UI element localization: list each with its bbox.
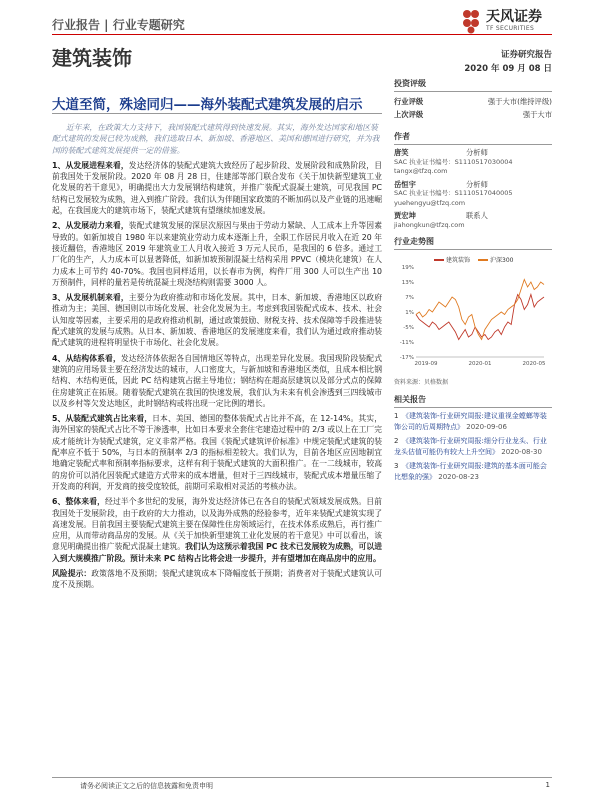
related-num: 2 (394, 437, 399, 445)
related-num: 1 (394, 412, 399, 420)
trend-title: 行业走势图 (394, 236, 552, 250)
author-entry (394, 211, 552, 230)
logo-cn: 天风证券 (486, 9, 542, 25)
author-name: 唐笑 (394, 148, 409, 157)
trend-chart-svg (394, 253, 552, 375)
related-link[interactable]: 《建筑装饰-行业研究周报:细分行业龙头、行业龙头估值可能仍有较大上升空间》 (394, 437, 547, 456)
legend-swatch-1 (478, 259, 488, 261)
author-email[interactable]: yuehengyu@tfzq.com (394, 198, 466, 207)
section-5 (52, 413, 382, 492)
legend-item (434, 255, 470, 264)
section-1 (52, 160, 382, 216)
section-body: 主要分为政府推动和市场化发展。其中，日本、新加坡、香港地区以政府推动为主；美国、德国则以市场化发展、社会化发展为主。考虑到我国装配式成本、技术、社会认知度等因素，主要采用的是政府推动机制，通过政策鼓励、财税支持、技术保障等手段推进装配式建筑的发展与成熟。从日本、新加坡、香港地区的发展速度来看，我们认为通过政府推动装配式建筑的进程将明显快于市场化、社会化发展。 (52, 293, 382, 348)
rating-key: 行业评级 (394, 96, 424, 106)
author-entry (394, 148, 552, 177)
section-body: 经过半个多世纪的发展，海外发达经济体已在各自的装配式领域发展成熟。目前我国处于发展阶段，由于政府的大力推动，以及海外成熟的经验参考，近年来装配式建筑实现了高速发展。目前我国主要装配式建筑主要在保障性住房领域运行，在技术体系成熟后，再行推广应用，从而带动商品房的发展。从《关于加快新型建筑工业化发展的若干意见》中可以看出，该意见明确提出推广装配式混凝土建筑。 (52, 497, 382, 552)
author-email[interactable]: jiahongkun@tfzq.com (394, 220, 465, 229)
y-tick-label: 7% (405, 295, 414, 301)
related-item[interactable] (394, 411, 552, 432)
footer-divider (52, 777, 552, 778)
legend-item (478, 255, 513, 264)
legend-label: 建筑装饰 (446, 257, 471, 264)
report-type: 证券研究报告 (500, 50, 552, 60)
logo-mark-icon (460, 8, 482, 34)
authors-title: 作者 (394, 131, 552, 145)
section-body: 日本、美国、德国的整体装配式占比并不高，在 12-14%。其实，海外国家的装配式占比不等于渗透率，比如日本要求全套住宅建造过程中的 2/3 或以上在工厂完成才能统计为装配式建筑，定义非常严格。我国《装配式建筑评价标准》中规定装配式建筑的装配率应不低于 50%，与日本的预制率 2/3 的指标相差较大。我们认为，目前各地区应因地制宜地确定装配式率和预制率指标要求，这样有利于装配式建筑的大面积推广。在一二线城市，较高的房价可以消化因装配式建造方式带来的成本增量，但对于三四线城市，装配式成本增量压缩了开发商的利润，开发商的接受度较低，前期可采取相对灵活的考核办法。 (52, 414, 382, 491)
header-divider (52, 34, 552, 35)
rating-row (394, 108, 552, 121)
sidebar (394, 78, 552, 486)
author-entry (394, 180, 552, 209)
chart-legend (434, 255, 513, 264)
section-heading: 1、从发展进程来看， (52, 160, 129, 170)
breadcrumb: 行业报告 | 行业专题研究 (52, 18, 185, 32)
legend-swatch-0 (434, 259, 444, 261)
series-line-0 (416, 295, 544, 340)
report-date: 2020 年 09 月 08 日 (464, 64, 552, 74)
rating-value: 强于大市 (522, 109, 552, 119)
section-6 (52, 496, 382, 564)
section-body: 发达经济体的装配式建筑大致经历了起步阶段、发展阶段和成熟阶段，目前我国处于发展阶段。2020 年 08 月 28 日，住建部等部门联合发布《关于加快新型建筑工业化发展的若干意见》，明确提出大力发展钢结构建筑，并推广装配式混凝土建筑，可见我国 PC 结构已发展较为成熟，进入到推广阶段。我们认为伴随国家政策的不断加码以及产业链的迅速崛起，在我国庞大的建筑市场下，装配式建筑有望继续加速发展。 (52, 160, 382, 216)
section-body: 发达经济体依据各自国情地区等特点，出现差异化发展。我国现阶段装配式建筑的应用场景主要在经济发达的城市，人口密度大，与新加坡和香港地区类似，且成本相比钢结构、木结构更低，因此 PC 结构建筑占据主导地位；钢结构在超高层建筑以及部分式点的保障住房建筑正在拓展。随着装配式建筑在我国的快速发展，我们认为未来有机会渗透到三四线城市以及乡村等欠发达地区，此时钢结构或将出现一定比例的增长。 (52, 353, 382, 408)
trend-block (394, 236, 552, 386)
section-heading: 5、从装配式建筑占比来看， (52, 414, 153, 424)
author-email[interactable]: tangx@tfzq.com (394, 167, 448, 175)
section-heading: 4、从结构体系看， (52, 353, 121, 363)
x-tick-label: 2019-09 (414, 361, 438, 367)
trend-chart (394, 253, 552, 375)
related-date: 2020-09-06 (466, 422, 507, 431)
y-tick-label: -5% (403, 325, 414, 331)
author-role: 分析师 (466, 179, 488, 189)
y-tick-label: -11% (399, 340, 414, 346)
section-2 (52, 220, 382, 288)
top-bar (52, 9, 552, 36)
section-3 (52, 292, 382, 348)
y-tick-label: 13% (401, 280, 414, 286)
related-title: 相关报告 (394, 394, 552, 408)
abstract: 近年来，在政策大力支持下，我国装配式建筑得到快速发展。其实，海外发达国家和地区装配式建筑的发展已较为成熟，我们选取日本、新加坡、香港地区、美国和德国进行研究，并为我国的装配式建筑发展提供一定的借鉴。 (52, 123, 380, 155)
page-number: 1 (545, 781, 550, 789)
main-body (52, 122, 382, 595)
x-tick-label: 2020-01 (468, 361, 492, 367)
risk-label: 风险提示： (52, 568, 92, 578)
title-divider (52, 113, 382, 114)
legend-label: 沪深300 (490, 257, 514, 264)
author-cert: SAC 执业证书编号：S1110517030004 (394, 157, 513, 166)
chart-source: 资料来源：贝格数据 (394, 379, 449, 386)
report-title: 大道至简，殊途同归——海外装配式建筑发展的启示 (52, 97, 363, 113)
section-emphasis: 我们认为这预示着我国 PC 技术已发展较为成熟，可以进入到大规模推广阶段。预计未来 PC 结构占比将会进一步提升，并有望增加在商品房中的应用。 (52, 542, 383, 563)
section-heading: 6、整体来看， (52, 497, 106, 507)
author-name: 贾宏坤 (394, 211, 416, 220)
related-date: 2020-08-23 (438, 472, 479, 481)
footer-disclaimer: 请务必阅读正文之后的信息披露和免责申明 (80, 782, 213, 790)
related-link[interactable]: 《建筑装饰-行业研究周报:建议重视金螳螂等装饰公司的后周期特点》 (394, 412, 547, 431)
related-date: 2020-08-30 (501, 447, 542, 456)
y-tick-label: 19% (401, 265, 414, 271)
authors-block (394, 131, 552, 230)
section-body: 装配式建筑发展的深层次原因与果由于劳动力紧缺、人工成本上升等因素导致的。如新加坡自 1980 年以来建筑业劳动力成本逐渐上升，全职工作居民月收入在近 20 年接近翻倍，香港地区 2019 年建筑业工人月收入接近 3 万元人民币，是我国的 6 倍多。通过工厂化的生产，人力成本可以显著降低，如新加坡预制混凝土结构采用 PPVC（模块化建筑）在人力成本上可节约 40-70%。我国也同样适用，以长春市为例，构件厂用 300 人可以生产出 10 万预制件，同样的量若是传统混凝土现浇结构则需要 3000 人。 (52, 221, 382, 287)
related-item[interactable] (394, 461, 552, 482)
related-num: 3 (394, 462, 399, 470)
author-cert: SAC 执业证书编号：S1110517040005 (394, 189, 513, 197)
y-tick-label: -17% (399, 355, 414, 361)
section-heading: 2、从发展动力来看， (52, 221, 129, 231)
logo-en: TF SECURITIES (486, 25, 535, 32)
related-reports (394, 394, 552, 482)
y-tick-label: 1% (405, 310, 414, 316)
risk-warning (52, 568, 382, 591)
rating-title: 投资评级 (394, 78, 552, 92)
author-role: 分析师 (466, 148, 488, 157)
related-link[interactable]: 《建筑装饰-行业研究周报:建筑的基本面可能会比想象的强》 (394, 462, 547, 481)
section-4 (52, 353, 382, 409)
related-item[interactable] (394, 436, 552, 457)
sector-title: 建筑装饰 (52, 46, 132, 70)
rating-value: 强于大市(维持评级) (487, 96, 552, 106)
risk-text: 政策落地不及预期；装配式建筑成本下降幅度低于预期；消费者对于装配式建筑认可度不及预期。 (52, 568, 382, 590)
section-heading: 3、从发展机制来看， (52, 293, 129, 303)
x-tick-label: 2020-05 (522, 361, 546, 367)
rating-key: 上次评级 (394, 109, 424, 119)
rating-row (394, 95, 552, 108)
author-name: 岳恒宇 (394, 179, 416, 189)
author-role: 联系人 (466, 211, 488, 220)
